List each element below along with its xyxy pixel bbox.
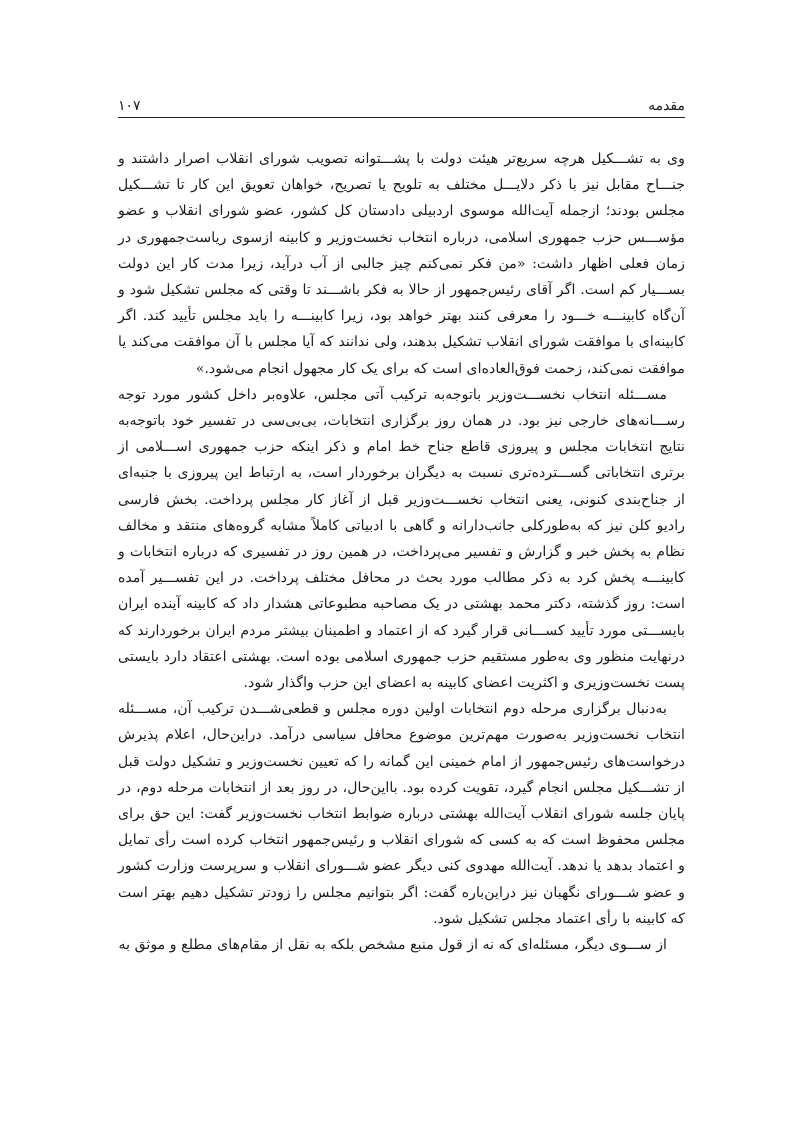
running-header: [118, 90, 685, 114]
paragraph-2: مســـئله انتخاب نخســـت‌وزیر باتوجه‌به ترکیب آتی مجلس، علاوه‌بر داخل کشور مورد توجه رســـانه‌های خارجی نیز بود. در همان روز برگزاری انتخابات، بی‌بی‌سی در تفسیر خود باتوجه‌به نتایج انتخابات مجلس و پیروزی قاطع جناح خط امام و ذکر اینکه حزب جمهوری اســـلامی از برتری انتخاباتی گســـترده‌تری نسبت به دیگران برخوردار است، به ارتباط این پیروزی با جنبه‌ای از جناح‌بندی کنونی، یعنی انتخاب نخســـت‌وزیر قبل از آغاز کار مجلس پرداخت. بخش فارسی رادیو کلن نیز که به‌طورکلی جانب‌دارانه و گاهی با ادبیاتی کاملاً مشابه گروه‌های منتقد و مخالف نظام به پخش خبر و گزارش و تفسیر می‌پرداخت، در همین روز در تفسیری که درباره انتخابات و کابینـــه پخش کرد به ذکر مطالب مورد بحث در محافل مختلف پرداخت. در این تفســـیر آمده است: روز گذشته، دکتر محمد بهشتی در یک مصاحبه مطبوعاتی هشدار داد که کابینه آینده ایران بایســـتی مورد تأیید کســـانی قرار گیرد که از اعتماد و اطمینان بیشتر مردم ایران برخوردارند که درنهایت منظور وی به‌طور مستقیم حزب جمهوری اسلامی بوده است. بهشتی اعتقاد دارد بایستی پست نخست‌وزیری و اکثریت اعضای کابینه به اعضای این حزب واگذار شود.: [118, 386, 685, 692]
paragraph-4: از ســـوی دیگر، مسئله‌ای که نه از قول منبع مشخص بلکه به نقل از مقام‌های مطلع و موثق به: [118, 937, 667, 954]
page-number: ۱۰۷: [118, 98, 141, 114]
paragraph-3: به‌دنبال برگزاری مرحله دوم انتخابات اولین دوره مجلس و قطعی‌شـــدن ترکیب آن، مســـئله انتخاب نخست‌وزیر به‌صورت مهم‌ترین موضوع محافل سیاسی درآمد. دراین‌حال، اعلام پذیرش درخواست‌های رئیس‌جمهور از امام خمینی این گمانه را که تعیین نخست‌وزیر و تشکیل دولت قبل از تشـــکیل مجلس انجام گیرد، تقویت کرده بود. بااین‌حال، در روز بعد از انتخابات مرحله دوم، در پایان جلسه شورای انقلاب آیت‌الله بهشتی درباره ضوابط انتخاب نخست‌وزیر گفت: این حق برای مجلس محفوظ است که به کسی که شورای انقلاب و رئیس‌جمهور انتخاب کرده است رأی تمایل و اعتماد بدهد یا ندهد. آیت‌الله مهدوی کنی دیگر عضو شـــورای انقلاب و سرپرست وزارت کشور و عضو شـــورای نگهبان نیز دراین‌باره گفت: اگر بتوانیم مجلس را زودتر تشکیل دهیم بهتر است که کابینه با رأی اعتماد مجلس تشکیل شود.: [118, 701, 685, 927]
header-divider: [118, 117, 685, 118]
paragraph-1: وی به تشـــکیل هرچه سریع‌تر هیئت دولت با پشـــتوانه تصویب شورای انقلاب اصرار داشتند و جنـــاح مقابل نیز با ذکر دلایـــل مختلف به تلویح یا تصریح، خواهان تعویق این کار تا تشـــکیل مجلس بودند؛ ازجمله آیت‌الله موسوی اردبیلی دادستان کل کشور، عضو شورای انقلاب و عضو مؤســـس حزب جمهوری اسلامی، درباره انتخاب نخست‌وزیر و کابینه ازسوی ریاست‌جمهوری در زمان فعلی اظهار داشت: «من فکر نمی‌کنم چیز جالبی از آب درآید، زیرا مدت کار این دولت بســـیار کم است. اگر آقای رئیس‌جمهور از حالا به فکر باشـــند تا وقتی که مجلس تشکیل شود و آن‌گاه کابینـــه خـــود را معرفی کنند بهتر خواهد بود، زیرا کابینـــه را باید مجلس تأیید کند. اگر کابینه‌ای با موافقت شورای انقلاب تشکیل بدهند، ولی ندانند که آیا مجلس با آن موافقت می‌کند یا موافقت نمی‌کند، زحمت فوق‌العاده‌ای است که برای یک کار مجهول انجام می‌شود.»: [118, 151, 685, 377]
section-title: مقدمه: [648, 98, 685, 114]
body-text: [118, 146, 685, 958]
